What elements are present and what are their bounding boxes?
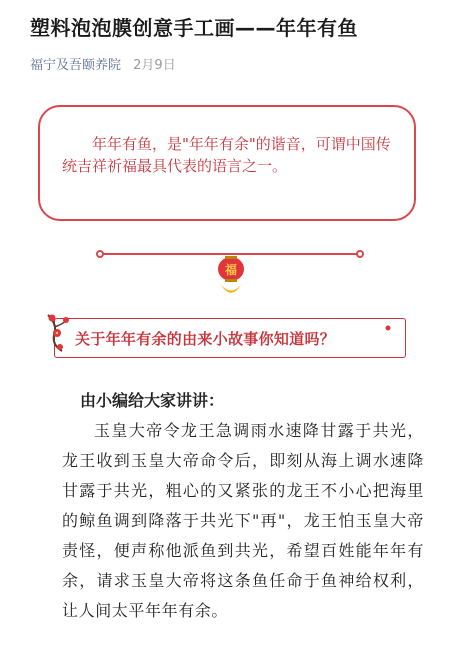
divider-dot-right [356, 250, 364, 258]
publish-date: 2月9日 [133, 58, 176, 73]
question-banner [54, 318, 406, 358]
divider-dot-left [96, 250, 104, 258]
lantern-icon [215, 252, 247, 296]
intro-box [38, 105, 416, 221]
lantern-char: 福 [224, 263, 238, 277]
question-text: 关于年年有余的由来小故事你知道吗？ [75, 330, 336, 348]
story-content [62, 386, 424, 626]
sparkle-icon [385, 325, 391, 331]
article-title: 塑料泡泡膜创意手工画——年年有鱼 [30, 16, 358, 40]
plum-blossom-icon [44, 311, 80, 355]
story-lead: 由小编给大家讲讲： [80, 391, 225, 410]
account-name-link[interactable]: 福宁及吾颐养院 [30, 58, 122, 73]
intro-text: 年年有鱼，是"年年有余"的谐音，可谓中国传统吉祥祈福最具代表的语言之一。 [62, 135, 391, 175]
story-body: 玉皇大帝令龙王急调雨水速降甘露于共光，龙王收到玉皇大帝命令后，即刻从海上调水速降甘露于共光，粗心的又紧张的龙王不小心把海里的鲸鱼调到降落于共光下"再"，龙王怕玉皇大帝责怪，便声称他派鱼到共光，希望百姓能年年有余，请求玉皇大帝将这条鱼任命于鱼神给权利，让人间太平年年有余。 [62, 421, 424, 620]
article-meta [30, 54, 176, 73]
